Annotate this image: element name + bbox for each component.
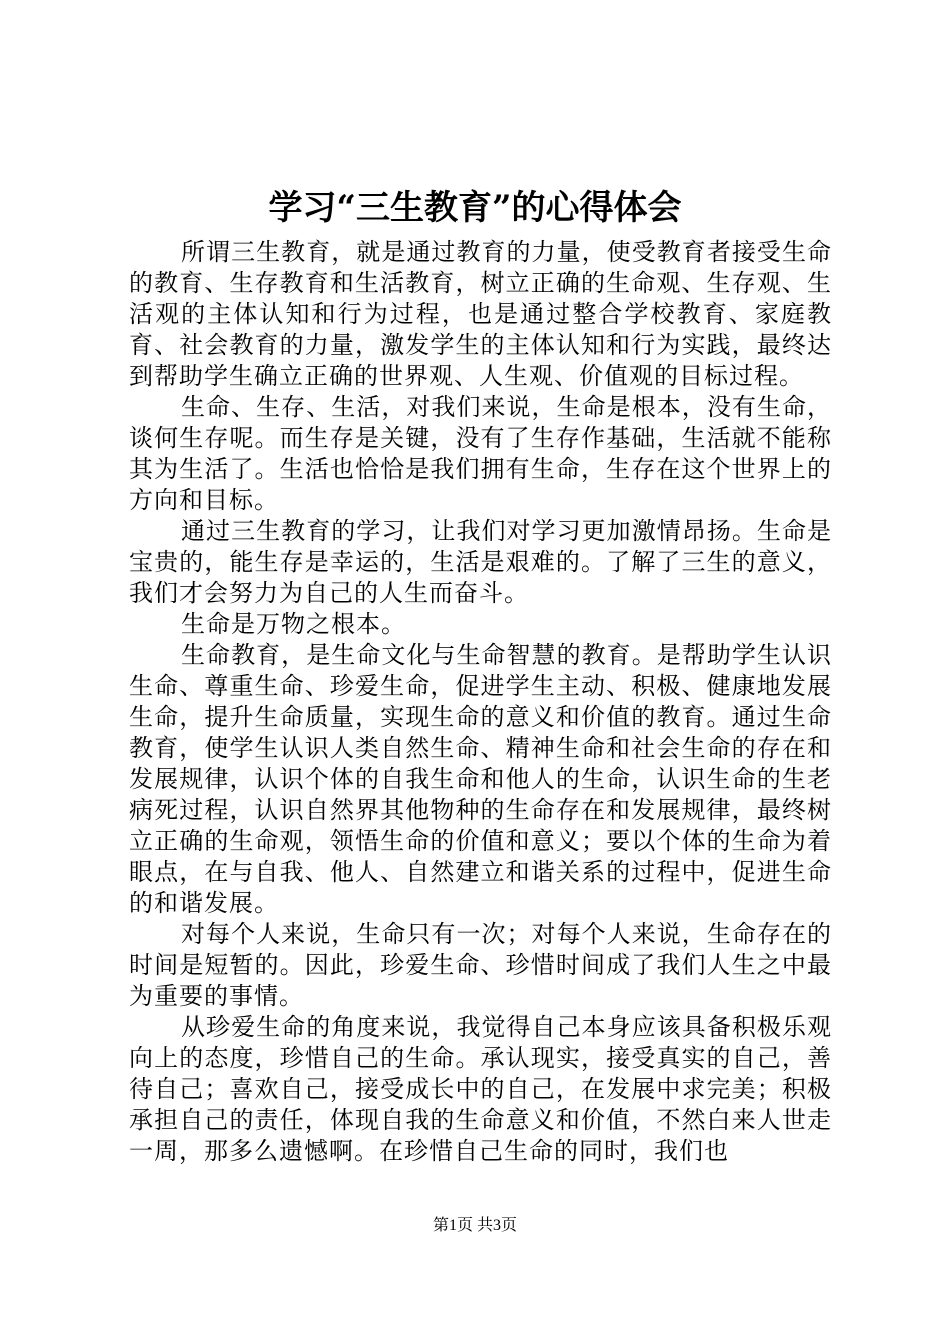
paragraph: 从珍爱生命的角度来说，我觉得自己本身应该具备积极乐观向上的态度，珍惜自己的生命。承认现实，接受真实的自己，善待自己；喜欢自己，接受成长中的自己，在发展中求完美；积极承担自己的责任，体现自我的生命意义和价值，不然白来人世走一周，那多么遗憾啊。在珍惜自己生命的同时，我们也	[129, 1013, 832, 1165]
page-footer: 第1页 共3页	[432, 1217, 517, 1234]
paragraph: 生命教育，是生命文化与生命智慧的教育。是帮助学生认识生命、尊重生命、珍爱生命，促进学生主动、积极、健康地发展生命，提升生命质量，实现生命的意义和价值的教育。通过生命教育，使学生认识人类自然生命、精神生命和社会生命的存在和发展规律，认识个体的自我生命和他人的生命，认识生命的生老病死过程，认识自然界其他物种的生命存在和发展规律，最终树立正确的生命观，领悟生命的价值和意义；要以个体的生命为着眼点，在与自我、他人、自然建立和谐关系的过程中，促进生命的和谐发展。	[129, 641, 832, 917]
paragraph: 生命是万物之根本。	[181, 610, 406, 638]
paragraph: 通过三生教育的学习，让我们对学习更加激情昂扬。生命是宝贵的，能生存是幸运的，生活是艰难的。了解了三生的意义，我们才会努力为自己的人生而奋斗。	[129, 517, 832, 607]
paragraph: 所谓三生教育，就是通过教育的力量，使受教育者接受生命的教育、生存教育和生活教育，树立正确的生命观、生存观、生活观的主体认知和行为过程，也是通过整合学校教育、家庭教育、社会教育的力量，激发学生的主体认知和行为实践，最终达到帮助学生确立正确的世界观、人生观、价值观的目标过程。	[129, 238, 832, 390]
document-body	[129, 237, 832, 1167]
paragraph: 对每个人来说，生命只有一次；对每个人来说，生命存在的时间是短暂的。因此，珍爱生命、珍惜时间成了我们人生之中最为重要的事情。	[129, 920, 832, 1010]
document-title: 学习“三生教育”的心得体会	[268, 188, 682, 228]
paragraph: 生命、生存、生活，对我们来说，生命是根本，没有生命，谈何生存呢。而生存是关键，没有了生存作基础，生活就不能称其为生活了。生活也恰恰是我们拥有生命，生存在这个世界上的方向和目标。	[129, 393, 832, 514]
